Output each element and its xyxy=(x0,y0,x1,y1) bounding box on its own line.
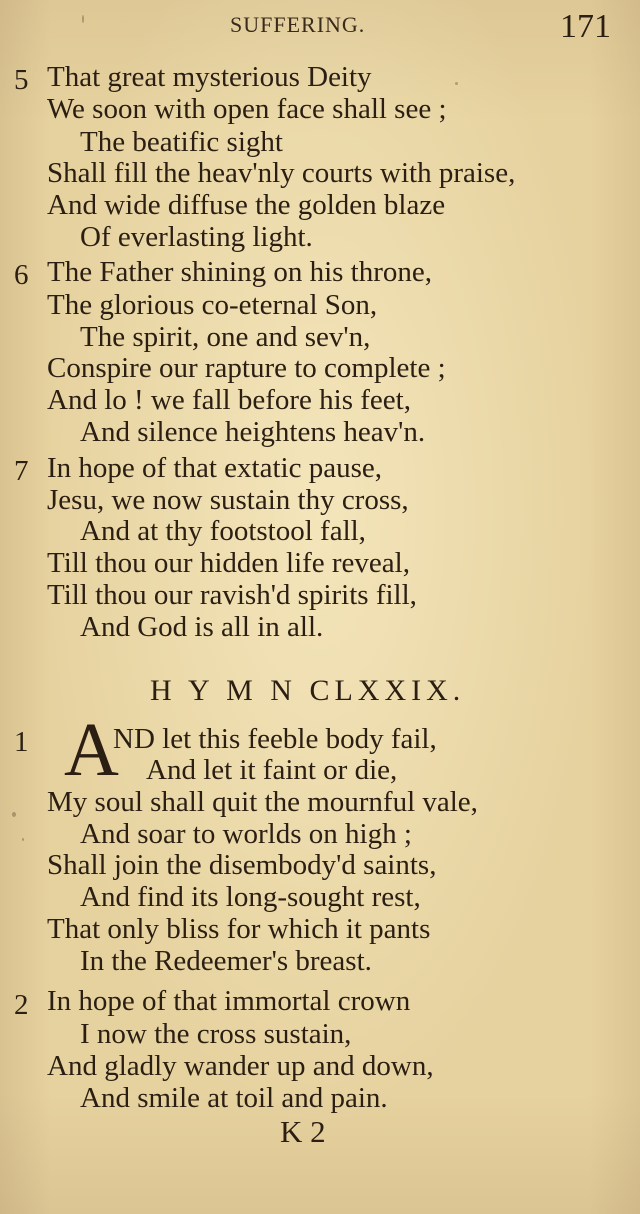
drop-cap: A xyxy=(64,708,119,792)
paper-speck xyxy=(12,812,16,817)
verse-line: And wide diffuse the golden blaze xyxy=(47,189,446,221)
stanza-number: 2 xyxy=(14,989,29,1021)
paper-speck xyxy=(455,82,458,85)
verse-line: That great mysterious Deity xyxy=(47,61,372,93)
stanza-number: 5 xyxy=(14,64,29,96)
stanza-number: 1 xyxy=(14,726,29,758)
verse-line: In the Redeemer's breast. xyxy=(80,945,372,977)
verse-line: My soul shall quit the mournful vale, xyxy=(47,786,478,818)
stanza-number: 6 xyxy=(14,259,29,291)
verse-line: The beatific sight xyxy=(80,126,283,158)
verse-line: Of everlasting light. xyxy=(80,221,313,253)
verse-line: Till thou our hidden life reveal, xyxy=(47,547,410,579)
verse-line: Jesu, we now sustain thy cross, xyxy=(47,484,409,516)
verse-line: Conspire our rapture to complete ; xyxy=(47,352,446,384)
running-head xyxy=(0,8,640,45)
verse-line: The Father shining on his throne, xyxy=(47,256,433,288)
verse-line: I now the cross sustain, xyxy=(80,1018,352,1050)
verse-line: The spirit, one and sev'n, xyxy=(80,321,371,353)
verse-line: And gladly wander up and down, xyxy=(47,1050,434,1082)
verse-line: The glorious co-eternal Son, xyxy=(47,289,378,321)
verse-line: Shall join the disembody'd saints, xyxy=(47,849,437,881)
verse-line: And let it faint or die, xyxy=(146,754,398,786)
verse-line: We soon with open face shall see ; xyxy=(47,93,447,125)
verse-line: That only bliss for which it pants xyxy=(47,913,431,945)
running-title: SUFFERING. xyxy=(230,12,366,37)
verse-line: Till thou our ravish'd spirits fill, xyxy=(47,579,417,611)
verse-line: And smile at toil and pain. xyxy=(80,1082,388,1114)
verse-line: In hope of that extatic pause, xyxy=(47,452,382,484)
verse-line: And at thy footstool fall, xyxy=(80,515,366,547)
hymn-heading: H Y M N CLXXIX. xyxy=(150,674,466,707)
paper-speck xyxy=(82,15,84,23)
stanza-number: 7 xyxy=(14,455,29,487)
page-number: 171 xyxy=(560,8,611,45)
verse-line: ND let this feeble body fail, xyxy=(113,723,437,755)
verse-line: And find its long-sought rest, xyxy=(80,881,421,913)
verse-line: And silence heightens heav'n. xyxy=(80,416,426,448)
verse-line: Shall fill the heav'nly courts with praise, xyxy=(47,157,516,189)
verse-line: And God is all in all. xyxy=(80,611,324,643)
paper-speck xyxy=(22,838,24,841)
signature-mark: K 2 xyxy=(280,1114,326,1149)
verse-line: In hope of that immortal crown xyxy=(47,985,411,1017)
verse-line: And soar to worlds on high ; xyxy=(80,818,412,850)
verse-line: And lo ! we fall before his feet, xyxy=(47,384,411,416)
